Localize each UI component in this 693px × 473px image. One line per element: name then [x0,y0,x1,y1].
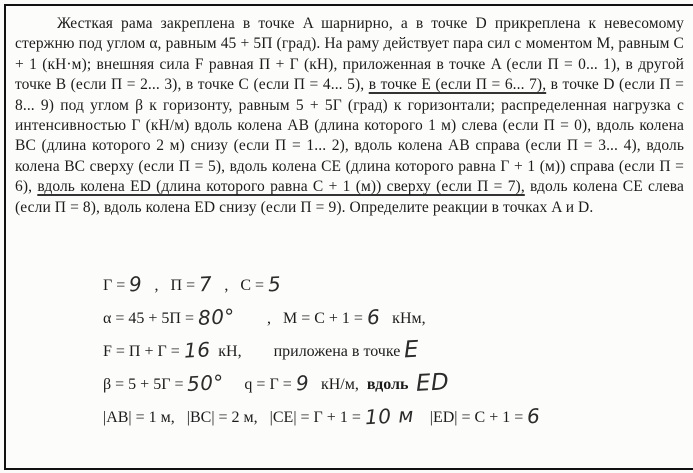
printed-text: кНм, [380,310,426,328]
printed-text: F = П + Г = [103,343,184,361]
handwritten-value-ce-length: 10 м [364,402,415,430]
problem-seg-1: Жесткая рама закреплена в точке A шарнирно, а в точке D прикреплена к невесомому стержню под углом α, равным 45 + 5П (град). На раму действует пара сил с моментом M, равным C + 1 (кН·м); внешняя сила F равная П + Г (кН), приложенная в точке A (если П = 0... 1), в другой точке B (если П = 2... 3), в точке C (если П = 4... 5), [15,15,684,94]
printed-text: кН, приложена в точке [210,343,405,361]
given-line-parameters [71,234,684,297]
given-values-block [71,234,684,430]
handwritten-value-ed-length: 6 [526,403,542,429]
handwritten-value-force: 16 [183,337,211,363]
printed-text: β = 5 + 5Г = [103,376,188,394]
problem-seg-2-underlined: в точке E (если П = 6... 7), [368,76,547,94]
printed-text: q = Г = [224,376,296,394]
handwritten-value-gamma: 9 [128,271,144,297]
problem-seg-3: в точке D (если П = 8... 9) под углом β к горизонту, равным 5 + 5Г (град) к горизонтали; распределенная нагрузка с интенсивностью Г (кН/м) вдоль колена AB (длина которого 1 м) слева (если П = 0), вдоль колена BC (длина которого 2 м) снизу (если П = 1... 2), вдоль колена AB справа (если П = 3... 4), вдоль колена BC сверху (если П = 5), вдоль колена CE (длина которого равна Г + 1 (м)) справа (если П = 6), [15,76,685,196]
printed-text: кН/м, [308,376,367,394]
handwritten-value-q: 9 [295,370,310,396]
printed-text: , C = [212,277,269,295]
handwritten-value-moment: 6 [366,304,381,330]
handwritten-value-c: 5 [267,271,282,297]
document-sheet [4,4,693,470]
printed-text: , П = [142,277,200,295]
printed-text: Г = [103,277,130,295]
printed-text: |ED| = C + 1 = [413,409,528,427]
problem-seg-4-underlined: вдоль колена ED (длина которого равна C + 1 (м)) сверху (если П = 7), [37,178,525,196]
handwritten-value-ed: ED [415,369,451,397]
problem-statement [15,14,684,218]
handwritten-value-pi: 7 [198,271,213,297]
handwritten-value-alpha: 80° [197,304,236,331]
handwritten-value-point-e: E [403,336,421,364]
problem-seg-5: вдоль колена CE слева (если П = 8), вдоль колена ED снизу (если П = 9). Определите реакции в точках A и D. [15,178,685,216]
printed-text: , M = C + 1 = [234,310,367,328]
printed-text: |AB| = 1 м, |BC| = 2 м, |CE| = Г + 1 = [103,409,365,427]
printed-text-bold-vdol: вдоль [366,376,417,394]
handwritten-value-beta: 50° [186,370,225,397]
printed-text: α = 45 + 5П = [103,310,199,328]
